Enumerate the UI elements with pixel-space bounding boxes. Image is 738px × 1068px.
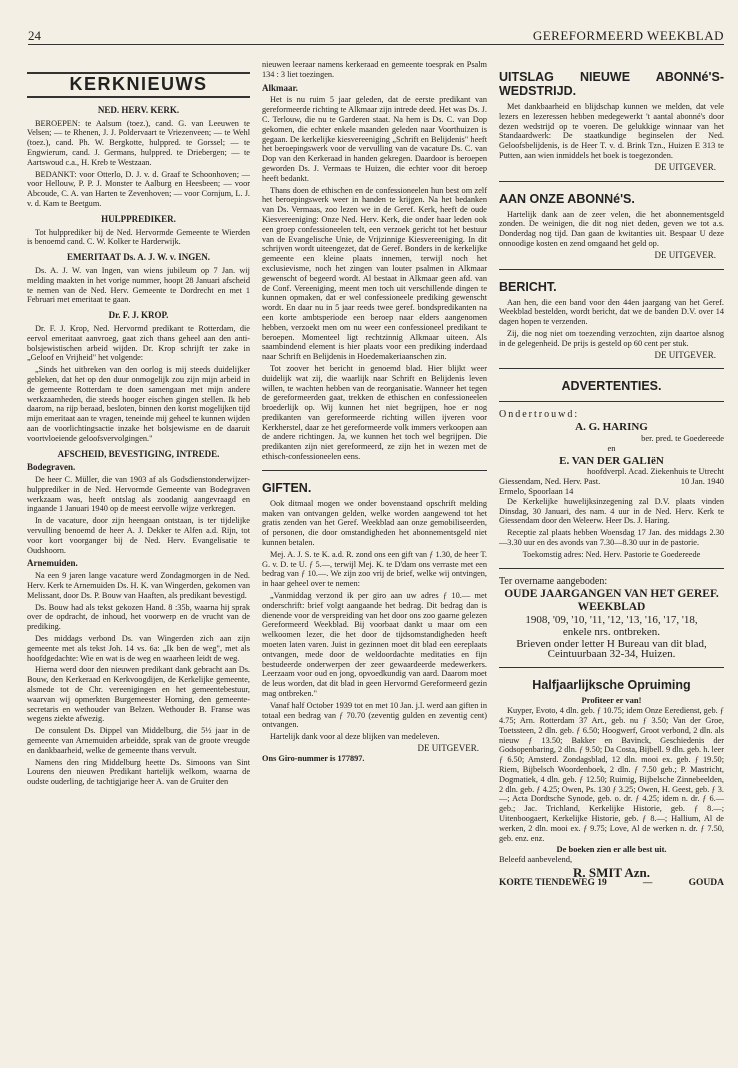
bericht-paragraph-1: Aan hen, die een band voor den 44en jaargang van het Geref. Weekblad bestelden, wordt bericht, dat we de banden D.V. over 14 dagen hopen te verzenden.	[499, 297, 724, 327]
heading-hulpprediker: HULPPREDIKER.	[101, 213, 176, 224]
arnemuiden-paragraph-3: Des middags verbond Ds. van Wingerden zich aan zijn gemeente met als tekst Joh. 14 vs. 6a: „Ik ben de weg", met als hoofdgedachte: Wie en wat is de weg en waarheen leidt de weg.	[27, 634, 250, 663]
section-divider	[499, 368, 724, 369]
giften-paragraph-2: Mej. A. J. S. te K. a.d. R. zond ons een gift van ƒ 1.30, de heer T. G. v. D. te U. ƒ 5.—, terwijl Mej. K. te D'dam ons verraste met een bedrag van ƒ 10.—. We zijn zoo vrij de brief, welke wij ontvingen, in haar geheel over te nemen:	[262, 549, 487, 589]
alkmaar-paragraph-1: Het is nu ruim 5 jaar geleden, dat de eerste predikant van gereformeerde richting te Alkmaar zijn intrede deed. Het was Ds. J. C. Terlouw, die nu te Garderen staat. Na hem is Ds. C. van Dop gekomen, die echter enkele maanden geleden naar Voorthuizen is gegaan. De kerkelijke kiesvereeniging „Schrift en Belijdenis" heeft het beroepingswerk voor de vervulling van de vacature Ds. C. van Dop van den Kerkeraad in handen gekregen. Daardoor is beroepen geworden Ds. J. Vermaas te Huizen, die echter voor dit beroep heeft bedankt.	[262, 95, 487, 183]
en-label: en	[607, 442, 616, 453]
column-2	[262, 60, 487, 1060]
arnemuiden-paragraph-6: Namens den ring Middelburg heette Ds. Simoons van Sint Lourens den nieuwen Predikant hartelijk welkom, waarna de oudste ouderling, de tachtigjarige heer A. van de Gruiter den	[27, 757, 250, 787]
abonnes-signature: DE UITGEVER.	[654, 249, 716, 260]
heading-ned-herv-kerk: NED. HERV. KERK.	[97, 104, 180, 115]
heading-opruiming: Halfjaarlijksche Opruiming	[532, 678, 691, 693]
krop-paragraph-2: „Sinds het uitbreken van den oorlog is mij steeds duidelijker gebleken, dat het op den duur onmogelijk zou zijn mijn arbeid in de gemeente Rotterdam te doen samengaan met mijn andere werkzaamheden, die steeds hooger eischen gingen stellen. Ik heb daarom, na rijp beraad, besloten, binnen den kortst mogelijken tijd mijn emeritaat aan te vragen, teneinde mij geheel te kunnen wijden aan de voorlichtingsactie inzake het bolsjewisme en de daaruit voortvloeiende geloofsvervolgingen."	[27, 365, 250, 443]
beleefd-label: Beleefd aanbevelend,	[499, 854, 573, 865]
bericht-signature: DE UITGEVER.	[654, 349, 716, 360]
beroepen-paragraph: BEROEPEN: te Aalsum (toez.), cand. G. van Leeuwen te Velsen; — te Rhenen, J. J. Poldervaart te Vriezenveen; — te Wehl (toez.), cand. Ph. W. Bergkotte, hulppred. te Gorssel; — te Engwierum, cand. J. Germans, hulppred. te Driebergen; — te Aartswoud c.a., H. Kreb te Westzaan.	[27, 118, 250, 167]
continued-paragraph: nieuwen leeraar namens kerkeraad en gemeente toesprak en Psalm 134 : 3 liet toezingen.	[262, 60, 487, 79]
hulpprediker-paragraph: Tot hulpprediker bij de Ned. Hervormde Gemeente te Wierden is benoemd cand. C. W. Kolker te Harderwijk.	[27, 227, 250, 247]
groom-role: ber. pred. te Goedereede	[641, 432, 724, 443]
wedding-paragraph-1: De Kerkelijke huwelijksinzegening zal D.V. plaats vinden Dinsdag, 30 Januari, des nam. 4 uur in de Ned. Herv. Kerk te Giessendam door den Weleerw. Heer Ds. J. Haring.	[499, 496, 724, 526]
heading-advertenties: ADVERTENTIES.	[561, 379, 662, 394]
heading-arnemuiden: Arnemuiden.	[27, 558, 78, 569]
oude-jaargangen-years: 1908, '09, '10, '11, '12, '13, '16, '17, '18,	[525, 614, 698, 627]
arnemuiden-paragraph-2: Ds. Bouw had als tekst gekozen Hand. 8 :35b, waarna hij sprak over de opdracht, de inhoud, het voorwerp en de vrucht van de prediking.	[27, 602, 250, 632]
wedding-paragraph-2: Receptie zal plaats hebben Woensdag 17 Jan. des middags 2.30—3.30 uur en des avonds van 7.30—8.30 uur in de pastorie.	[499, 528, 724, 547]
column-1	[27, 60, 250, 1060]
section-divider	[499, 667, 724, 668]
heading-bodegraven: Bodegraven.	[27, 462, 76, 473]
ondertrouwd-label: Ondertrouwd:	[499, 409, 580, 421]
seller-separator: —	[642, 877, 653, 888]
oude-jaargangen-note: enkele nrs. ontbreken.	[562, 626, 661, 639]
heading-bericht: BERICHT.	[499, 279, 557, 294]
bodegraven-paragraph-1: De heer C. Müller, die van 1903 af als Godsdienstonderwijzer-hulpprediker in de Ned. Hervormde Gemeente van Bodegraven werkzaam was, heeft ontslag als zoodanig aangevraagd en ingaande 1 Januari 1940 op de meest eervolle wijze verkregen.	[27, 475, 250, 514]
address-1: Giessendam, Ned. Herv. Past.	[499, 476, 601, 487]
giften-paragraph-1: Ook ditmaal mogen we onder bovenstaand opschrift melding maken van ontvangen gelden, welke worden aangewend tot het gratis zenden van het Geref. Weekblad aan onze gemobiliseerden, of personen, die door omstandigheden het abonnementsgeld niet kunnen betalen.	[262, 498, 487, 548]
oude-jaargangen-title: OUDE JAARGANGEN VAN HET GEREF. WEEKBLAD	[504, 588, 719, 614]
address-row-2	[499, 487, 724, 497]
wedding-date: 10 Jan. 1940	[680, 476, 724, 487]
arnemuiden-paragraph-1: Na een 9 jaren lange vacature werd Zondagmorgen in de Ned. Herv. Kerk te Arnemuiden Ds. H. K. van Wingerden, gekomen van Melissant, door Ds. P. Bouw van Haaften, als predikant bevestigd.	[27, 571, 250, 600]
heading-krop: Dr. F. J. KROP.	[108, 310, 169, 321]
bodegraven-paragraph-2: In de vacature, door zijn heengaan ontstaan, is ter tijdelijke vervulling benoemd de heer A. J. Dekker te Alfen a.d. Rijn, tot voor kort voorganger bij de Ned. Herv. Evangelisatie te Oudshoorn.	[27, 516, 250, 555]
section-divider	[262, 470, 487, 471]
alkmaar-paragraph-3: Tot zoover het bericht in genoemd blad. Hier blijkt weer duidelijk wat zij, die waarlijk naar Schrift en Belijdenis leven willen, te wachten hebben van de reorganisatie. Wanneer het tegen de gereformeerden gaat, trekken de ethischen en confessioneelen broederlijk op. Wij kunnen het niet begrijpen, hoe er nog predikanten van gereformeerde richting willen ijveren voor Kerkherstel, daar ze het gereformeerde volk immers verkoopen aan de andere richtingen. Ja, we kunnen het toch wel begrijpen. Die predikanten zijn niet gereformeerd, ze zijn het in wezen met de ethisch-confessioneelen eens.	[262, 363, 487, 462]
section-divider	[499, 401, 724, 402]
section-banner: KERKNIEUWS	[27, 72, 250, 98]
giro-number: Ons Giro-nummer is 177897.	[262, 753, 365, 763]
section-divider	[499, 269, 724, 270]
heading-giften: GIFTEN.	[262, 480, 312, 495]
wedding-address: Toekomstig adres: Ned. Herv. Pastorie te Goedereede	[522, 549, 701, 559]
address-2: Ermelo, Spoorlaan 14	[499, 485, 574, 496]
heading-uitslag: UITSLAG NIEUWE ABONNé'S-WEDSTRIJD.	[499, 70, 724, 98]
page-number: 24	[28, 28, 41, 43]
page-header	[28, 28, 724, 45]
bride-name: E. VAN DER GALIëN	[559, 454, 664, 467]
overname-label: Ter overname aangeboden:	[499, 575, 608, 587]
arnemuiden-paragraph-5: De consulent Ds. Dippel van Middelburg, die 5½ jaar in de gemeente van Arnemuiden arbeidde, sprak van de groote vreugde en dankbaarheid, welke de gemeente thans vervult.	[27, 726, 250, 755]
bedankt-paragraph: BEDANKT: voor Otterlo, D. J. v. d. Graaf te Schoonhoven; — voor Hellouw, P. P. J. Monster te Aalburg en Heesbeen; — voor Abcoude, C. A. van Harten te Zevenhoven; — voor Cornjum, L. J. v. d. Kam te Beetgum.	[27, 169, 250, 208]
boeken-note: De boeken zien er alle best uit.	[556, 844, 667, 855]
giften-paragraph-3: „Vanmiddag verzond ik per giro aan uw adres ƒ 10.— met onderschrift: brief volgt aangaande het bedrag. Dit bedrag dan is dienende voor de verspreiding van het door ons zoo gaarne gelezen Gereformeerd Weekblad. Bij voorbaat dankt u maar om een welkoomen lezer, die het door de tijdsomstandigheden heeft moeten laten varen. Juist in gezinnen moet dit blad een eereplaats ontvangen, mede door de weldoordachte meditaties en fijn bestudeerde onderwerpen der zeer gewaardeerde medewerkers. Leerzaam voor oud en jong, opvoedkundig van aard. Daarom moet de leus worden, dat dit blad in geen Hervormd Gereformeerd gezin mag ontbreken."	[262, 591, 487, 699]
bride-role: hoofdverpl. Acad. Ziekenhuis te Utrecht	[587, 466, 724, 477]
krop-paragraph-1: Dr. F. J. Krop, Ned. Hervormd predikant te Rotterdam, die eervol emeritaat aanvroeg, gaat zich thans geheel aan den anti-bolsjewistischen arbeid wijden. Dr. Krop schrijft ter zake in „Geloof en Vrijheid" het volgende:	[27, 323, 250, 363]
bericht-paragraph-2: Zij, die nog niet om toezending verzochten, zijn daartoe alsnog in de gelegenheid. De prijs is gesteld op 60 cent per stuk.	[499, 328, 724, 348]
heading-emeritaat: EMERITAAT Ds. A. J. W. v. INGEN.	[66, 252, 211, 263]
seller-address	[499, 879, 724, 889]
arnemuiden-paragraph-4: Hierna werd door den nieuwen predikant dank gebracht aan Ds. Bouw, den Kerkeraad en Kerkvoogdijen, de Kerkelijke gemeente, alsmede tot de Chr. vereenigingen en het gemeentebestuur, waarvan wij opmerkten Burgemeester Horning, den gemeente-secretaris en wethouder van Belzen. Wethouder B. Franse was wegens ziekte afwezig.	[27, 665, 250, 724]
heading-alkmaar: Alkmaar.	[262, 82, 298, 93]
groom-name: A. G. HARING	[575, 421, 648, 434]
emeritaat-paragraph: Ds. A. J. W. van Ingen, van wiens jubileum op 7 Jan. wij melding maakten in het vorige nummer, hoopt 28 Januari afscheid te nemen van de Ned. Herv. Gemeente te Dordrecht en met 1 Februari met emeritaat te gaan.	[27, 265, 250, 305]
section-divider	[499, 181, 724, 182]
seller-name: R. SMIT Azn.	[572, 865, 651, 881]
uitslag-signature: DE UITGEVER.	[654, 161, 716, 172]
seller-city: GOUDA	[688, 877, 724, 888]
heading-aan-onze-abonnes: AAN ONZE ABONNé'S.	[499, 191, 635, 206]
abonnes-paragraph: Hartelijk dank aan de zeer velen, die het abonnementsgeld zonden. De weinigen, die dit nog niet deden, geven we tot a.s. Donderdag nog tijd. Dan gaan de kwitanties uit. Bespaar U deze onnoodige kosten en zend omgaand het geld op.	[499, 209, 724, 248]
brieven-address: Brieven onder letter H Bureau van dit blad, Ceintuurbaan 32-34, Huizen.	[516, 637, 707, 660]
heading-afscheid: AFSCHEID, BEVESTIGING, INTREDE.	[57, 448, 220, 459]
uitslag-paragraph: Met dankbaarheid en blijdschap kunnen we melden, dat vele lezers en lezeressen hebben medegewerkt 't aantal abonné's door dezen wedstrijd op te voeren. De gelukkige winnaar van het Standaardwerk: De staatkundige beginselen der Ned. Geloofsbelijdenis, is de Heer T. v. d. Brink Tzn., Huizen E 313 te Putten, aan wien inmiddels het boek is toegezonden.	[499, 102, 724, 160]
seller-street: KORTE TIENDEWEG 19	[499, 877, 607, 888]
column-3	[499, 60, 724, 1060]
giften-signature: DE UITGEVER.	[417, 743, 479, 753]
publication-title: GEREFORMEERD WEEKBLAD	[532, 28, 724, 43]
giften-paragraph-4: Vanaf half October 1939 tot en met 10 Jan. j.l. werd aan giften in totaal een bedrag van ƒ 70.70 (zeventig gulden en zeventig cent) ontvangen.	[262, 700, 487, 730]
books-list: Kuyper, Evoto, 4 dln. geb. ƒ 10.75; idem Onze Eeredienst, geb. ƒ 4.75; Arn. Rotterdam 37 Art., geb. nu ƒ 3.50; Van der Groe, Toetssteen, 2 dln. geb. ƒ 6.50; Hoogwerf, Groot verbond, 2 dln. als nieuw ƒ 13.50; Bakker en Bavinck, Geschiedenis der Godsopenbaring, 2 dln. ƒ 9.50; Da Costa, Bijbell. 9 dln. geb. h. leer ƒ 6.50; Amsterd. Zondagsblad, 12 dln. mooi ex. geb. ƒ 19.50; Riem, Bijbelsch Woordenboek, 2 dln. ƒ 7.50 geb.; P. Mastricht, Dogmatiek, 4 dln. geb. ƒ 12.50; Ruimig, Bijbelsche Zinnebeelden, 2 dln. geb. ƒ 4.25; Owen, Ps. 130 ƒ 3.25; Owen, H. Geest, geb. ƒ 3.—; Acta Dordtsche Synode, geb. o. dr. ƒ 4.25; idem n. dr. ƒ 6.— geb.; Jac. Trichland, Kerkelijke Historie, geb. ƒ 8.—; Uitenboogaert, Kerkelijke Historie, geb. ƒ 8.—; Hallium, Al de werken, 2 dln. mooi ex. ƒ 9.75; Love, Al de werken n. dr. ƒ 7.50, geb. enz. enz.	[499, 706, 724, 843]
giften-paragraph-5: Hartelijk dank voor al deze blijken van medeleven.	[270, 732, 440, 742]
alkmaar-paragraph-2: Thans doen de ethischen en de confessioneelen hun best om zelf het beroepingswerk weer in handen te krijgen. Na het bedanken van Ds. Vermaas, zoo lezen we in de Geref. Kerk, heeft de oude Kiesvereeniging: Onze Ned. Herv. Kerk, die onder haar leden ook een groep confessioneelen telt, een verzoek gericht tot het bestuur van de Evangelische Unie, de Vrijzinnige Kiesvereeniging. In dit schrijven wordt uiteengezet, dat de Geref. Bonders in de kerkelijke gemeente een kleine plaats innemen, terwijl noch het exclusievisme, noch het zingen van louter psalmen in Alkmaar gewenscht of begeerd wordt. Al bestaat in Alkmaar geen afd. van de Conf. Vereeniging, meent men toch uit verschillende dingen te kunnen opmaken, dat er wel confessioneele prediking gewenscht wordt. En daar nu in 5 jaar reeds twee geref. bondspredikanten na een korte ambtsperiode een beroep naar elders aangenomen hebben, verzoekt men om nu weer een confessioneel predikant te beroepen. Momenteel ligt rechtzinnig Alkmaar uiteen. Als saambindend element is hier plaats voor een prediking inderdaad naar Schrift en Belijdenis in Hoedemakeriaanschen zin.	[262, 185, 487, 362]
opruiming-subtitle: Profiteer er van!	[581, 695, 642, 706]
section-divider	[499, 568, 724, 569]
